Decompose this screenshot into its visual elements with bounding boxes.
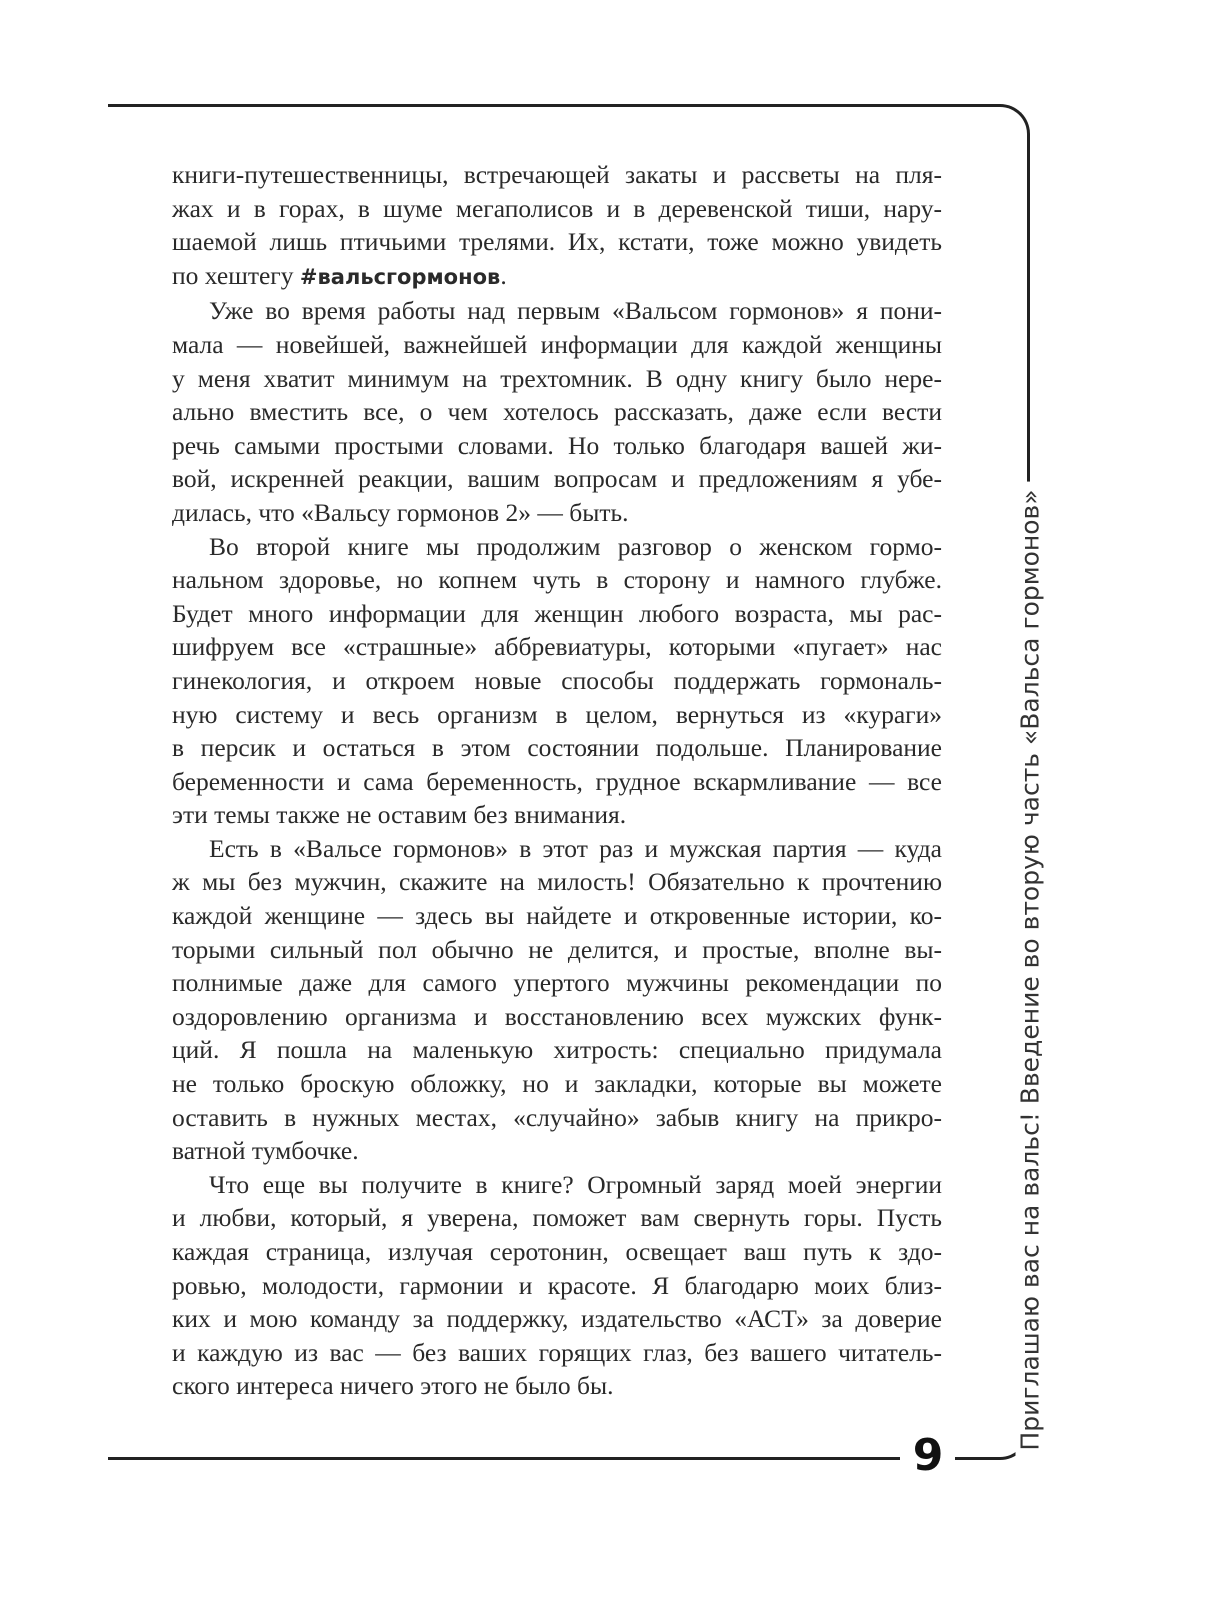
text-line: жах и в горах, в шуме мегаполисов и в деревенской тиши, нару- [172, 193, 942, 223]
frame-bottom-rule [108, 1457, 900, 1460]
text-line: шифруем все «страшные» аббревиатуры, которыми «пугает» нас [172, 632, 942, 662]
text-line: и любви, который, я уверена, поможет вам свернуть горы. Пусть [172, 1203, 942, 1233]
text-line [172, 259, 942, 295]
text-line: ально вместить все, о чем хотелось рассказать, даже если вести [172, 397, 942, 427]
frame-top-rule [108, 104, 998, 107]
running-head-text: Приглашаю вас на вальс! Введение во вторую часть «Вальса гормонов» [1016, 481, 1045, 1458]
text-line: шаемой лишь птичьими трелями. Их, кстати, тоже можно увидеть [172, 227, 942, 257]
text-line: нальном здоровье, но копнем чуть в сторону и намного глубже. [172, 565, 942, 595]
text-line: мала — новейшей, важнейшей информации для каждой женщины [172, 329, 942, 359]
text-fragment: . [500, 260, 507, 290]
text-line: ватной тумбочке. [172, 1136, 359, 1166]
text-line: беременности и сама беременность, грудное вскармливание — все [172, 766, 942, 796]
frame-bottom-rule-tail [955, 1457, 1000, 1460]
text-line: книги-путешественницы, встречающей закаты и рассветы на пля- [172, 160, 942, 189]
frame-top-right-corner [990, 104, 1030, 144]
text-line: Есть в «Вальсе гормонов» в этот раз и мужская партия — куда [209, 833, 942, 863]
text-line: Уже во время работы над первым «Вальсом гормонов» я пони- [209, 296, 942, 326]
text-line: эти темы также не оставим без внимания. [172, 800, 627, 830]
text-line: каждой женщине — здесь вы найдете и откровенные истории, ко- [172, 901, 942, 931]
text-line: и каждую из вас — без ваших горящих глаз, без вашего читатель- [172, 1337, 942, 1367]
text-line: ровью, молодости, гармонии и красоте. Я благодарю моих близ- [172, 1270, 942, 1300]
text-line: каждая страница, излучая серотонин, освещает ваш путь к здо- [172, 1237, 942, 1266]
text-line: речь самыми простыми словами. Но только благодаря вашей жи- [172, 430, 942, 460]
text-line: оставить в нужных местах, «случайно» забыв книгу на прикро- [172, 1102, 942, 1132]
text-line: вой, искренней реакции, вашим вопросам и предложениям я убе- [172, 464, 942, 494]
text-line: Что еще вы получите в книге? Огромный заряд моей энергии [209, 1169, 942, 1199]
page-number: 9 [912, 1430, 944, 1481]
text-line: не только броскую обложку, но и закладки, которые вы можете [172, 1069, 942, 1099]
text-line: ского интереса ничего этого не было бы. [172, 1371, 614, 1401]
paragraph [172, 832, 942, 1168]
text-line: ких и мою команду за поддержку, издательство «АСТ» за доверие [172, 1304, 942, 1334]
paragraph [172, 1168, 942, 1403]
text-line: гинекология, и откроем новые способы поддержать гормональ- [172, 665, 942, 695]
text-line: оздоровлению организма и восстановлению всех мужских функ- [172, 1001, 942, 1031]
text-fragment: по хештегу [172, 260, 300, 290]
body-text [172, 158, 942, 1403]
paragraph [172, 158, 942, 294]
paragraph [172, 294, 942, 529]
text-line: торыми сильный пол обычно не делится, и простые, вполне вы- [172, 934, 942, 964]
frame-right-rule-upper [1027, 140, 1030, 520]
text-line: Будет много информации для женщин любого возраста, мы рас- [172, 598, 942, 628]
paragraph [172, 530, 942, 832]
hashtag: #вальсгормонов [299, 264, 501, 289]
text-line: ж мы без мужчин, скажите на милость! Обязательно к прочтению [172, 867, 942, 897]
text-line: в персик и остаться в этом состоянии подольше. Планирование [172, 733, 942, 763]
text-line: ций. Я пошла на маленькую хитрость: специально придумала [172, 1035, 942, 1065]
text-line: Во второй книге мы продолжим разговор о женском гормо- [209, 531, 942, 561]
text-line: полнимые даже для самого упертого мужчины рекомендации по [172, 968, 942, 998]
text-line: у меня хватит минимум на трехтомник. В одну книгу было нере- [172, 363, 942, 393]
text-line: ную систему и весь организм в целом, вернуться из «кураги» [172, 699, 942, 729]
text-line: дилась, что «Вальсу гормонов 2» — быть. [172, 497, 629, 527]
